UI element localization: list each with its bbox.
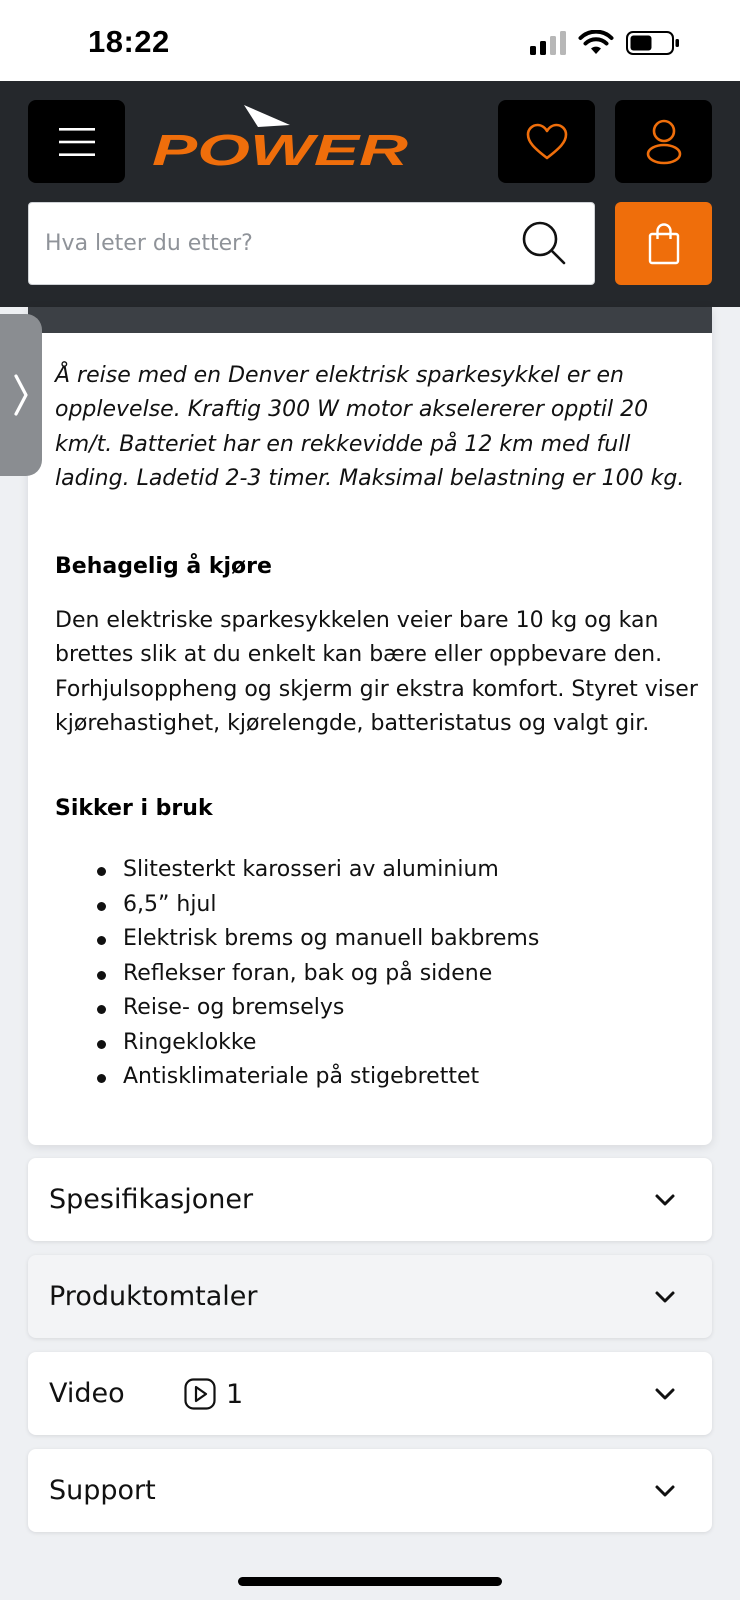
power-logo[interactable] xyxy=(152,103,412,171)
chevron-right-icon xyxy=(13,373,29,417)
chevron-down-icon xyxy=(654,1383,676,1405)
search-icon[interactable] xyxy=(520,219,568,267)
accordion-label: Spesifikasjoner xyxy=(49,1184,254,1215)
shopping-bag-icon xyxy=(647,223,681,265)
cart-button[interactable] xyxy=(615,202,712,285)
safety-heading: Sikker i bruk xyxy=(55,796,213,821)
accordion-video[interactable] xyxy=(28,1352,712,1435)
video-count: 1 xyxy=(226,1378,244,1410)
description-intro: Å reise med en Denver elektrisk sparkesykkel er en opplevelse. Kraftig 300 W motor akselererer opptil 20 km/t. Batteriet har en rekkevidde på 12 km med full lading. Ladetid 2-3 timer. Maksimal belastning er 100 kg. xyxy=(55,363,685,492)
accordion-specifications[interactable] xyxy=(28,1158,712,1241)
video-count-badge xyxy=(184,1376,243,1412)
play-icon xyxy=(184,1378,216,1410)
user-icon xyxy=(645,119,683,165)
list-item: 6,5” hjul xyxy=(55,888,695,923)
heart-icon xyxy=(526,123,568,161)
list-item: Elektrisk brems og manuell bakbrems xyxy=(55,922,695,957)
chevron-down-icon xyxy=(654,1286,676,1308)
wishlist-button[interactable] xyxy=(498,100,595,183)
accordion-reviews[interactable] xyxy=(28,1255,712,1338)
wifi-icon xyxy=(578,30,614,56)
status-bar xyxy=(0,0,740,81)
accordion-support[interactable] xyxy=(28,1449,712,1532)
list-item: Reise- og bremselys xyxy=(55,991,695,1026)
status-time: 18:22 xyxy=(88,24,170,59)
comfort-text: Den elektriske sparkesykkelen veier bare 10 kg og kan brettes slik at du enkelt kan bære eller oppbevare den. Forhjulsoppheng og skjerm gir ekstra komfort. Styret viser kjørehastighet, kjørelengde, batteristatus og valgt gir. xyxy=(55,608,698,737)
list-item: Ringeklokke xyxy=(55,1026,695,1061)
safety-feature-list xyxy=(55,853,695,1095)
comfort-heading: Behagelig å kjøre xyxy=(55,554,272,579)
list-item: Reflekser foran, bak og på sidene xyxy=(55,957,695,992)
accordion-label: Video xyxy=(49,1378,125,1409)
search-box xyxy=(28,202,595,285)
site-header xyxy=(0,81,740,307)
chevron-down-icon xyxy=(654,1189,676,1211)
battery-icon xyxy=(626,31,680,55)
status-icons xyxy=(530,28,680,58)
list-item: Slitesterkt karosseri av aluminium xyxy=(55,853,695,888)
menu-button[interactable] xyxy=(28,100,125,183)
home-indicator[interactable] xyxy=(238,1577,502,1586)
search-input[interactable] xyxy=(45,203,515,284)
account-button[interactable] xyxy=(615,100,712,183)
card-top-bar xyxy=(28,307,712,333)
chevron-down-icon xyxy=(654,1480,676,1502)
list-item: Antisklimateriale på stigebrettet xyxy=(55,1060,695,1095)
accordion-label: Produktomtaler xyxy=(49,1281,258,1312)
menu-icon xyxy=(59,127,95,157)
logo-text: POWER xyxy=(152,126,409,171)
accordion-label: Support xyxy=(49,1475,156,1506)
product-description-card xyxy=(28,307,712,1145)
cellular-signal-icon xyxy=(530,31,566,55)
side-drawer-tab[interactable] xyxy=(0,314,42,476)
